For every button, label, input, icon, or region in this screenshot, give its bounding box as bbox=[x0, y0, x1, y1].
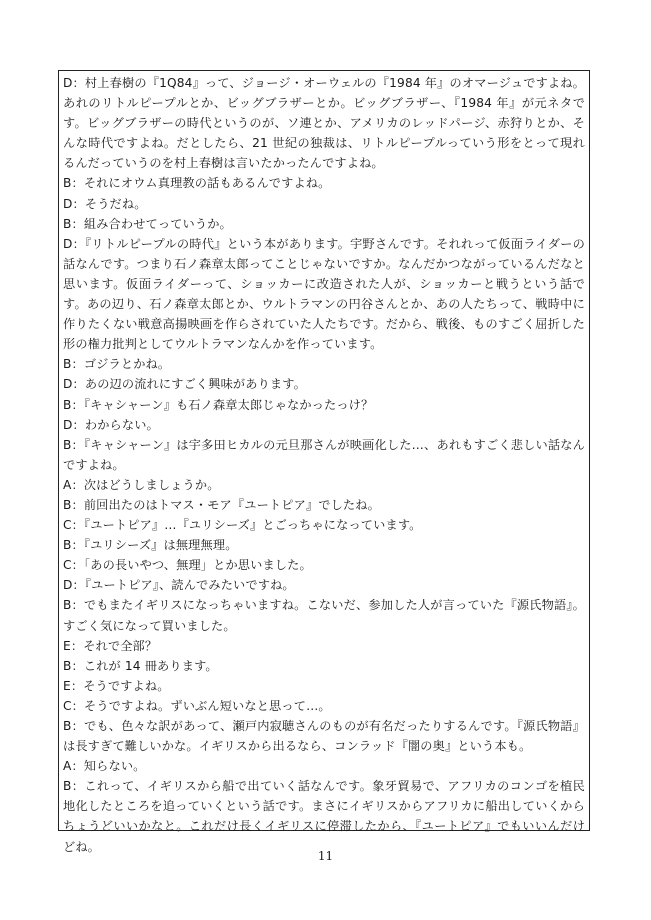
dialogue-list bbox=[63, 73, 585, 857]
dialogue-line: B：『ユリシーズ』は無理無理。 bbox=[63, 538, 238, 553]
dialogue-line: B：それにオウム真理教の話もあるんですよね。 bbox=[63, 176, 331, 191]
dialogue-line: B：前回出たのはトマス・モア『ユートピア』でしたね。 bbox=[63, 497, 380, 512]
dialogue-line: C：『ユートピア』…『ユリシーズ』とごっちゃになっています。 bbox=[63, 518, 422, 533]
dialogue-line: E：そうですよね。 bbox=[63, 678, 170, 693]
dialogue-line: D：そうだね。 bbox=[63, 196, 147, 211]
dialogue-line: B：これって、イギリスから船で出ていく話なんです。象牙貿易で、アフリカのコンゴを植民地化したところを追っていくという話です。まさにイギリスからアフリカに船出していくからちょうどいいかなと。これだけ長くイギリスに停滞したから、『ユートピア』でもいいんだけどね。 bbox=[63, 779, 585, 854]
dialogue-line: B：これが 14 冊あります。 bbox=[63, 658, 218, 673]
dialogue-line: B：組み合わせてっていうか。 bbox=[63, 216, 232, 231]
dialogue-line: B：『キャシャーン』も石ノ森章太郎じゃなかったっけ？ bbox=[63, 397, 374, 412]
dialogue-line: E：それで全部？ bbox=[63, 638, 158, 653]
dialogue-line: D：村上春樹の『1Q84』って、ジョージ・オーウェルの『1984 年』のオマージュですよね。あれのリトルピープルとか、ビッグブラザーとか。ビッグブラザー、『1984 年』が元ネタです。ビッグブラザーの時代というのが、ソ連とか、アメリカのレッドパージ、赤狩りとか、そんな時代ですよね。だとしたら、21 世紀の独裁は、リトルピープルっていう形をとって現れるんだっていうのを村上春樹は言いたかったんですよね。 bbox=[63, 76, 585, 171]
dialogue-line: A：知らない。 bbox=[63, 759, 146, 774]
dialogue-line: D：わからない。 bbox=[63, 417, 159, 432]
transcript-box bbox=[58, 70, 590, 854]
page-number: 11 bbox=[317, 849, 334, 863]
dialogue-line: B：でもまたイギリスになっちゃいますね。こないだ、参加した人が言っていた『源氏物語』。すごく気になって買いました。 bbox=[63, 598, 585, 633]
dialogue-line: C：「あの長いやつ、無理」とか思いました。 bbox=[63, 558, 312, 573]
dialogue-line: D：あの辺の流れにすごく興味があります。 bbox=[63, 377, 306, 392]
dialogue-line: D：『リトルピープルの時代』という本があります。宇野さんです。それれって仮面ライダーの話なんです。つまり石ノ森章太郎ってことじゃないですか。なんだかつながっているんだなと思います。仮面ライダーって、ショッカーに改造された人が、ショッカーと戦うという話です。あの辺り、石ノ森章太郎とか、ウルトラマンの円谷さんとか、あの人たちって、戦時中に作りたくない戦意高揚映画を作らされていた人たちです。だから、戦後、ものすごく屈折した形の権力批判としてウルトラマンなんかを作っています。 bbox=[63, 236, 585, 352]
dialogue-line: B：でも、色々な訳があって、瀬戸内寂聴さんのものが有名だったりするんです。『源氏物語』は長すぎて難しいかな。イギリスから出るなら、コンラッド『闇の奥』という本も。 bbox=[63, 719, 585, 754]
dialogue-line: A：次はどうしましょうか。 bbox=[63, 477, 220, 492]
dialogue-line: B：ゴジラとかね。 bbox=[63, 357, 171, 372]
dialogue-line: C：そうですよね。ずいぶん短いなと思って…。 bbox=[63, 698, 331, 713]
dialogue-line: B：『キャシャーン』は宇多田ヒカルの元旦那さんが映画化した…、あれもすごく悲しい話なんですよね。 bbox=[63, 437, 585, 472]
dialogue-line: D：『ユートピア』、読んでみたいですね。 bbox=[63, 578, 295, 593]
